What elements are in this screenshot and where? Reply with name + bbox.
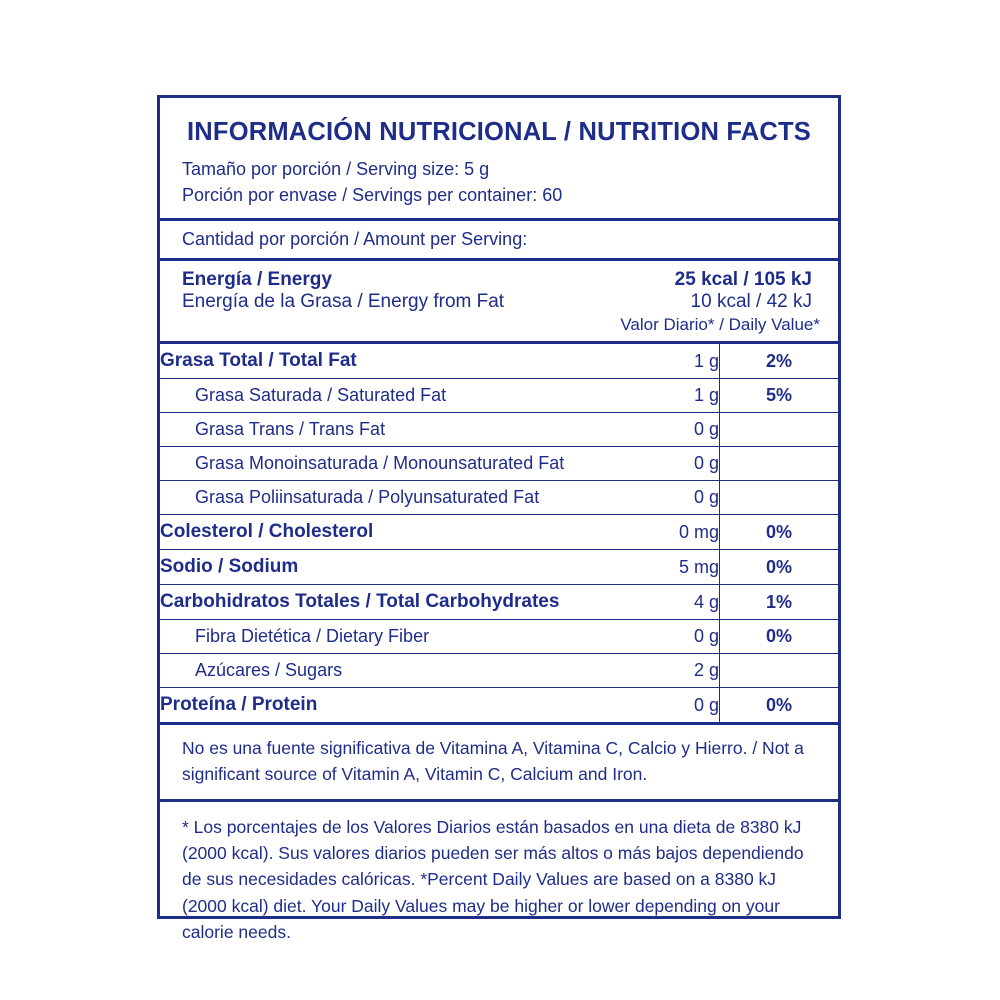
energy-from-fat-label: Energía de la Grasa / Energy from Fat	[182, 291, 505, 313]
serving-info-block	[160, 156, 838, 218]
nutrient-name: Grasa Poliinsaturada / Polyunsaturated Fat	[160, 481, 609, 515]
energy-block	[160, 261, 838, 341]
nutrient-daily-value: 5%	[720, 379, 839, 413]
nutrient-daily-value	[720, 481, 839, 515]
nutrient-name: Sodio / Sodium	[160, 550, 609, 585]
nutrients-table-body	[160, 344, 838, 722]
energy-value: 25 kcal / 105 kJ	[674, 269, 812, 291]
nutrition-facts-panel	[157, 95, 841, 942]
nutrient-daily-value: 0%	[720, 688, 839, 723]
energy-from-fat-value: 10 kcal / 42 kJ	[690, 291, 812, 313]
amount-per-serving-heading: Cantidad por porción / Amount per Serving:	[182, 229, 528, 250]
nutrient-name: Proteína / Protein	[160, 688, 609, 723]
table-row	[160, 585, 838, 620]
nutrient-amount: 0 mg	[609, 515, 720, 550]
nutrient-daily-value: 1%	[720, 585, 839, 620]
table-row	[160, 344, 838, 379]
nutrient-amount: 0 g	[609, 688, 720, 723]
nutrient-amount: 2 g	[609, 654, 720, 688]
nutrient-daily-value: 0%	[720, 515, 839, 550]
table-row	[160, 515, 838, 550]
servings-per-container-text: Porción por envase / Servings per container: 60	[182, 185, 563, 206]
nutrient-name: Azúcares / Sugars	[160, 654, 609, 688]
nutrient-daily-value	[720, 447, 839, 481]
nutrient-name: Grasa Total / Total Fat	[160, 350, 357, 372]
energy-row	[160, 269, 838, 291]
nutrient-amount: 0 g	[609, 447, 720, 481]
nutrient-name: Grasa Trans / Trans Fat	[160, 413, 609, 447]
nutrient-daily-value	[720, 413, 839, 447]
table-row	[160, 654, 838, 688]
nutrient-name: Colesterol / Cholesterol	[160, 515, 609, 550]
nutrient-amount: 0 g	[609, 620, 720, 654]
table-row	[160, 688, 838, 723]
nutrient-daily-value: 2%	[720, 344, 839, 379]
nutrient-name: Grasa Saturada / Saturated Fat	[160, 379, 609, 413]
nutrient-daily-value	[720, 654, 839, 688]
energy-from-fat-row	[160, 291, 838, 313]
nutrients-table-wrapper	[160, 341, 838, 725]
nutrient-amount: 1 g	[609, 379, 720, 413]
table-row	[160, 379, 838, 413]
energy-label: Energía / Energy	[182, 269, 332, 291]
nutrient-amount: 4 g	[609, 585, 720, 620]
nutrient-amount: 0 g	[609, 413, 720, 447]
nutrient-name: Fibra Dietética / Dietary Fiber	[160, 620, 609, 654]
table-row	[160, 413, 838, 447]
nutrient-amount: 0 g	[609, 481, 720, 515]
page-title: INFORMACIÓN NUTRICIONAL / NUTRITION FACTS	[187, 118, 811, 146]
nutrient-daily-value: 0%	[720, 620, 839, 654]
table-row	[160, 620, 838, 654]
not-significant-source-note: No es una fuente significativa de Vitamina A, Vitamina C, Calcio y Hierro. / Not a significant source of Vitamin A, Vitamin C, Calcium and Iron.	[182, 738, 804, 784]
nutrient-name: Carbohidratos Totales / Total Carbohydrates	[160, 585, 609, 620]
table-row	[160, 481, 838, 515]
nutrient-name: Grasa Monoinsaturada / Monounsaturated Fat	[160, 447, 609, 481]
daily-value-footnote: * Los porcentajes de los Valores Diarios están basados en una dieta de 8380 kJ (2000 kcal). Sus valores diarios pueden ser más altos o más bajos dependiendo de sus necesidades calóricas. *Percent Daily Values are based on a 8380 kJ (2000 kcal) diet. Your Daily Values may be higher or lower depending on your calorie needs.	[182, 816, 804, 942]
serving-size-text: Tamaño por porción / Serving size: 5 g	[182, 159, 490, 180]
table-row	[160, 550, 838, 585]
nutrient-amount: 1 g	[693, 350, 719, 371]
table-row	[160, 447, 838, 481]
daily-value-header: Valor Diario* / Daily Value*	[620, 315, 820, 335]
nutrients-table	[160, 344, 838, 722]
nutrient-daily-value: 0%	[720, 550, 839, 585]
nutrient-amount: 5 mg	[609, 550, 720, 585]
